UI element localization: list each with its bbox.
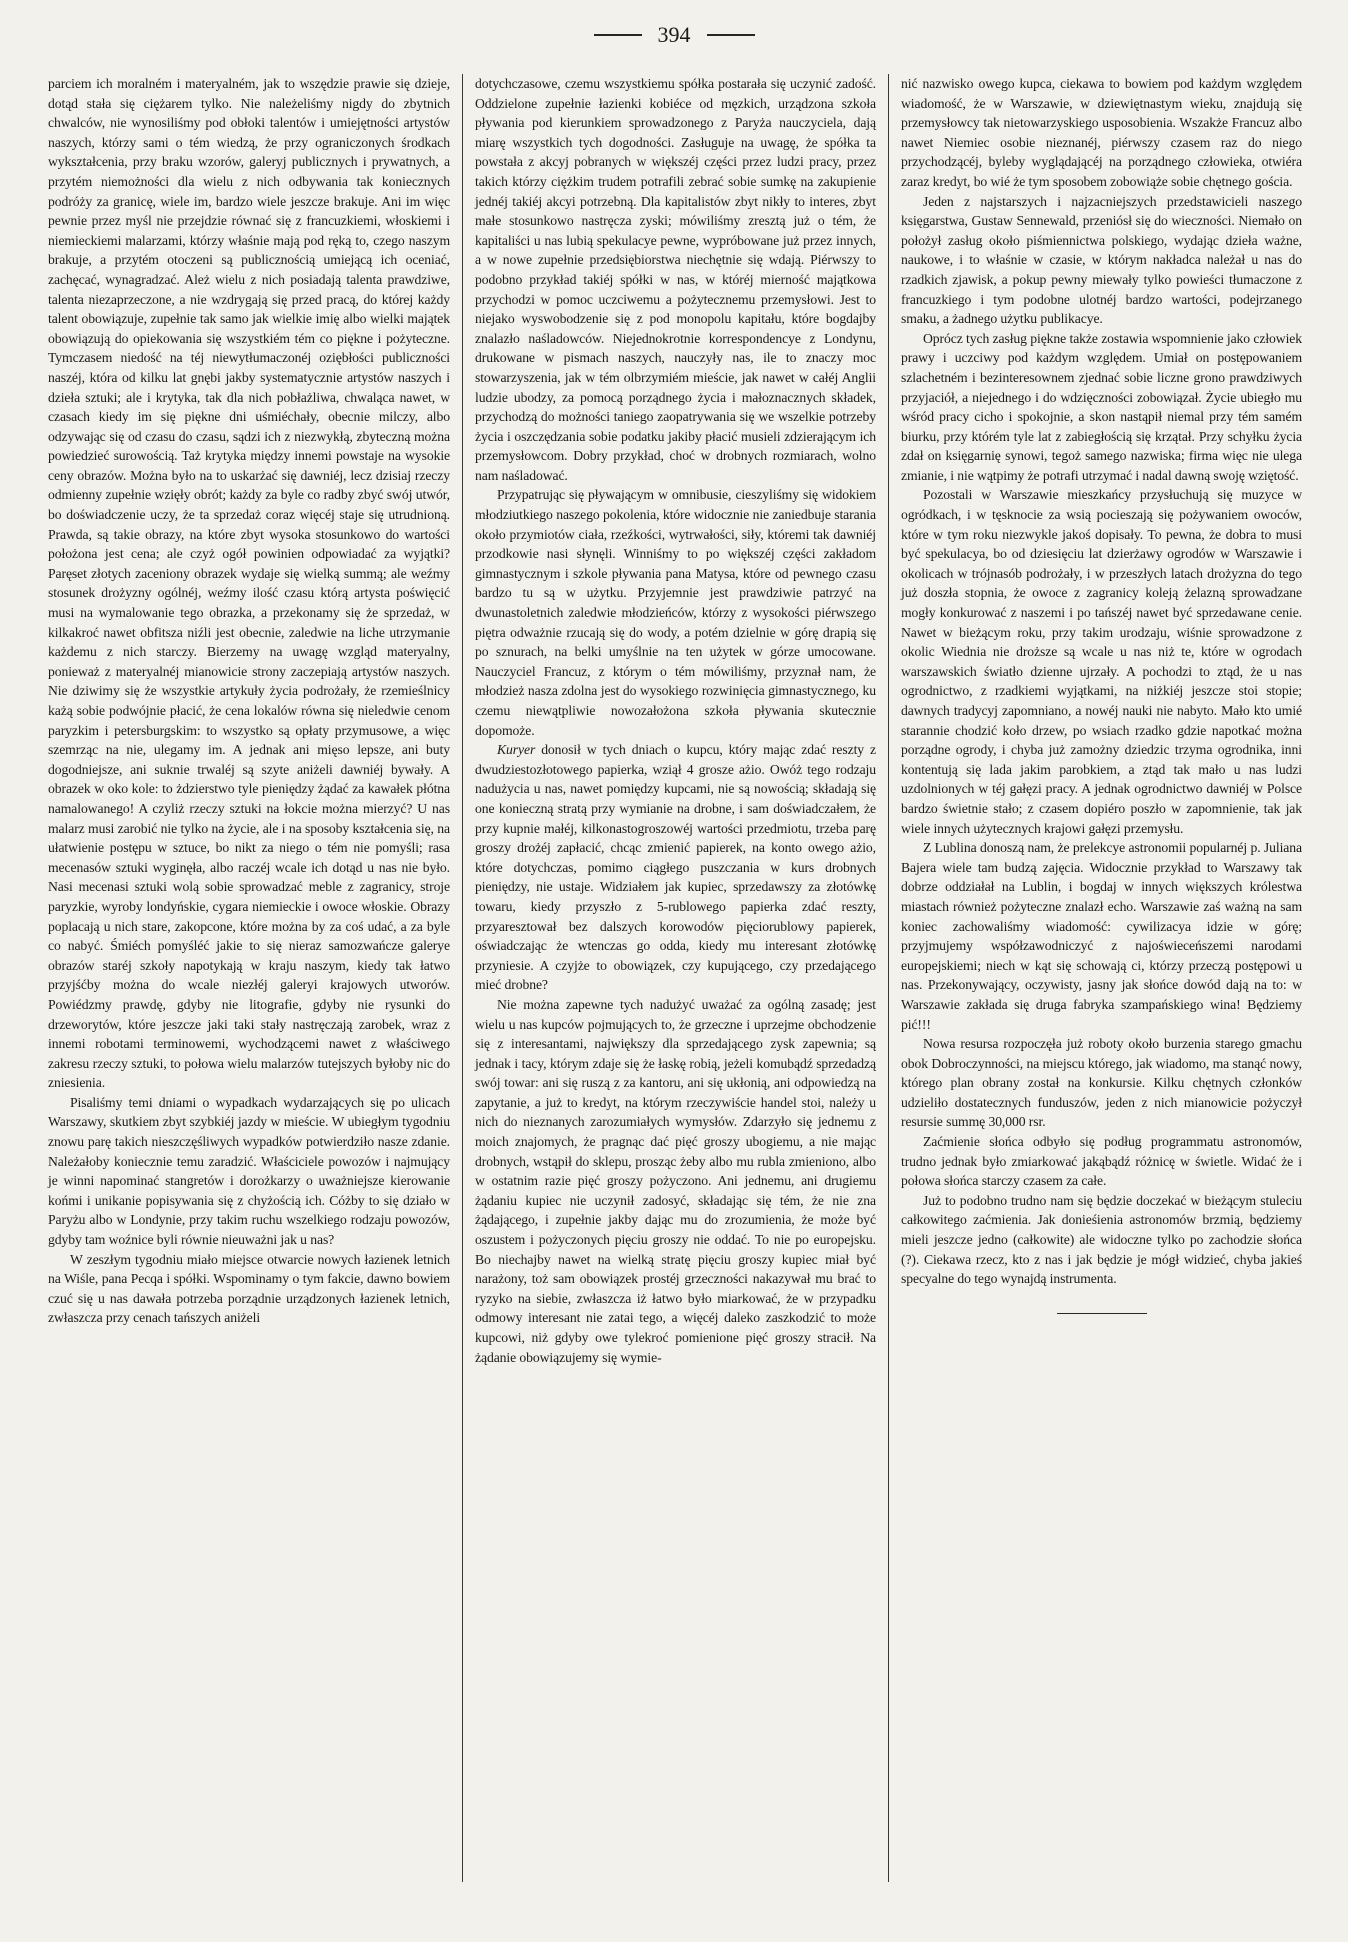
- paragraph-text: Oprócz tych zasług piękne także zostawia wspomnienie jako człowiek prawy i uczciwy pod każdym względem. Umiał on postępowaniem szlachetném i bezinteresownem zjednać sobie liczne grono prawdziwych przyjaciół, a niejednego i do wdzięczności zobowiązał. Życie ubiegło mu wśród pracy cicho i spokojnie, a skon nastąpił niemal przy tém samém biurku, przy którém tyle lat z zabiegłością się krzątał. Przy schyłku życia zdał on księgarnię synowi, tegoż samego nazwiska; firma więc nie ulega zmianie, i nie wątpimy że potrafi utrzymać i nadal dawną swoję wziętość.: [901, 330, 1302, 483]
- paragraph: [901, 838, 1302, 1034]
- end-rule: [1057, 1313, 1147, 1315]
- header-rule-right: [707, 34, 755, 36]
- newspaper-title-kuryer: Kuryer: [497, 742, 536, 758]
- paragraph-text: W zeszłym tygodniu miało miejsce otwarcie nowych łazienek letnich na Wiśle, pana Pecqa i spółki. Wspominamy o tym fakcie, dawno bowiem czuć się u nas dawała potrzeba porządnie urządzonych łazienek letnich, zwłaszcza przy cenach tańszych aniżeli: [48, 1251, 450, 1326]
- paragraph: [475, 740, 876, 995]
- paragraph-text: Przypatrując się pływającym w omnibusie, cieszyliśmy się widokiem młodziutkiego naszego pokolenia, które widocznie nie zaniedbuje starania około przymiotów ciała, rzeźkości, wytrwałości, siły, któremi tak dawniéj przodkowie nasi słynęli. Winniśmy to po większéj części zakładom gimnastycznym i szkole pływania pana Matysa, które od pewnego czasu bardzo tu są w użytku. Przyjemnie jest prawdziwie patrzyć na dwunastoletnich zaledwie młodzieńców, którzy z wysokości piérwszego piętra odważnie rzucają się do wody, a potém dzielnie w górę drapią się po sznurach, na belki umyślnie na ten użytek w górze umocowane. Nauczyciel Francuz, z którym o tém mówiliśmy, przyznał nam, że młodzież nasza zdolna jest do wysokiego rozwinięcia gimnastycznego, ku czemu niewątpliwie nowozałożona szkoła pływania skutecznie dopomoże.: [475, 487, 876, 738]
- paragraph: [901, 1034, 1302, 1132]
- paragraph: [901, 1191, 1302, 1289]
- header-rule-left: [594, 34, 642, 36]
- paragraph: [901, 1132, 1302, 1191]
- paragraph-text: Pisaliśmy temi dniami o wypadkach wydarzających się po ulicach Warszawy, skutkiem zbyt szybkiéj jazdy w mieście. W ubiegłym tygodniu znowu parę takich nieszczęśliwych wypadków potwierdziło nasze zdanie. Należałoby koniecznie temu zaradzić. Właściciele powozów i najmujący je winni napominać stangretów i dorożkarzy o uważniejsze kierowanie końmi i unikanie popisywania się z chyżością ich. Cóżby to się działo w Paryżu albo w Londynie, przy takim ruchu wszelkiego rodzaju powozów, gdyby tam woźnice byli równie nieuważni jak u nas?: [48, 1094, 450, 1248]
- paragraph: [48, 74, 450, 1093]
- paragraph-text: nić nazwisko owego kupca, ciekawa to bowiem pod każdym względem wiadomość, że w Warszawie, w dziewiętnastym wieku, znajdują się przemysłowcy tak nietowarzyskiego usposobienia. Wszakże Francuz albo nawet Niemiec osobie nieznanéj, piérwszy czasem raz do niego przychodzącéj, byleby wyglądającéj na porządnego człowieka, otwiéra zaraz kredyt, bo wié że tym sposobem zobowiąże sobie chętnego gościa.: [901, 76, 1302, 189]
- column-3: [888, 74, 1314, 1882]
- paragraph-text: dotychczasowe, czemu wszystkiemu spółka postarała się uczynić zadość. Oddzielone zupełnie łazienki kobiéce od męzkich, urządzona szkoła pływania pod kierunkiem sprowadzonego z Paryża nauczyciela, dają miarę wszystkich tych dogodności. Zasługuje na uwagę, że spółka ta powstała z akcyj pobranych w większéj części przez ludzi pracy, przez takich którzy ciężkim trudem potrafili zebrać sobie sumkę na zakupienie jednéj takiéj akcyi potrzebną. Dla kapitalistów zbyt nikły to interes, zbyt małe stosunkowo nastręcza zyski; mówiliśmy zresztą już o tém, że kapitaliści u nas lubią spekulacye pewne, wypróbowane już przez innych, a w nowe zupełnie przedsiębiorstwa niechętnie się wdają. Piérwszy to podobno przykład takiéj spółki w nas, w któréj mierność majątkowa przychodzi w pomoc uczciwemu a pożytecznemu przemysłowi. Jest to niejako wyswobodzenie się z pod monopolu kapitału, które bogdajby znalazło naśladowców. Niejednokrotnie korrespondencye z Londynu, drukowane w pismach naszych, nauczyły nas, ile to znaczy moc stowarzyszenia, jak w tém olbrzymiém mieście, jak nawet w całéj Anglii ludzie ubodzy, za pomocą porządnego życia i małoznacznych składek, przychodzą do możności taniego zaopatrywania się we wszelkie potrzeby życia i oszczędzania sobie podatku jakiby płacić musieli zdzierającym ich przemysłowcom. Dobry przykład, choć w drobnych rozmiarach, wolno nam naśladować.: [475, 76, 876, 483]
- paragraph-text: Nowa resursa rozpoczęła już roboty około burzenia starego gmachu obok Dobroczynności, na miejscu którego, jak wiadomo, ma stanąć nowy, którego plan obrany został na konkursie. Kilku chętnych członków udzieliło dostatecznych funduszów, jeden z nich mianowicie pożyczył resursie summę 30,000 rsr.: [901, 1036, 1302, 1130]
- page-number: 394: [657, 22, 691, 47]
- paragraph-text: Już to podobno trudno nam się będzie doczekać w bieżącym stuleciu całkowitego zaćmienia. Jak donieśienia astronomów brzmią, będziemy mieli jeszcze jedno (całkowite) ale widoczne tylko po zachodzie słońca (?). Ciekawa rzecz, kto z nas i jak będzie je mógł widzieć, chyba jakieś specyalne do tego wynajdą instrumenta.: [901, 1192, 1302, 1287]
- paragraph-text: parciem ich moralném i materyalném, jak to wszędzie prawie się dzieje, dotąd stała się ciężarem tylko. Nie należeliśmy nigdy do zbytnich chwalców, nie wynosiliśmy pod obłoki talentów i umiejętności artystów naszych, którzy sami o tém wiedzą, że przy ograniczonych środkach wykształcenia, przy braku wzorów, galeryj publicznych i prywatnych, a przytém niemożności dla wielu z nich odbywania tak koniecznych podróży za granicę, wiele im, bardzo wiele jeszcze brakuje. Ani im więc pewnie przez myśl nie przejdzie równać się z francuzkiemi, włoskiemi i niemieckiemi malarzami, którzy właśnie mają pod ręką to, czego naszym brakuje, a przytém otoczeni są publicznością umiejącą ich oceniać, zachęcać, wynagradzać. Ależ wielu z nich posiadają talenta prawdziwe, talenta niezaprzeczone, a nie wzdrygają się przed pracą, do której każdy talent obowiązuje, zupełnie tak samo jak wielkie imię albo wielki majątek obowiązują do opiekowania się wszystkiém tém co piękne i pożyteczne. Tymczasem niedość na téj niewytłumaczonéj oziębłości publiczności naszéj, która od kilku lat gnębi jakby systematycznie artystów naszych i dzieła sztuki; ale i krytyka, tak dla nich pobłażliwa, chwaląca nawet, w czasach kiedy im się piękne dni uśmiéchały, obecnie milczy, albo odzywając się od czasu do czasu, sądzi ich z niezwykłą, zbyteczną można powiedzieć surowością. Taż krytyka między innemi powstaje na wysokie ceny obrazów. Można było na to uskarżać się dawniéj, lecz dzisiaj rzeczy odmienny zupełnie wzięły obrót; każdy za byle co radby zbyć swój utwór, bo doświadczenie uczy, że ta sprzedaż coraz więcéj staje się utrudnioną. Prawda, są takie obrazy, na które zbyt wysoka stosunkowo do wartości położona jest cena; ale czyż ogół powinien odpowiadać za wyjątki? Paręset złotych zaceniony obrazek wydaje się wielką summą; ale weźmy stosunek drożyzny ogólnéj, weźmy ilość czasu którą artysta poświęcić musi na wymalowanie tego obrazka, a przekonamy się że sprzedaż, w kilkakroć nawet obfitsza niźli jest obecnie, zaledwie na liche utrzymanie każdemu z nich starczy. Bierzemy na uwagę wzgląd materyalny, ponieważ z materyalnéj mianowicie strony zaczepiają artystów naszych. Nie dziwimy się że wszystkie artykuły życia podrożały, że rzemieślnicy każą sobie podwójnie płacić, że cena lokalów równa się nieledwie cenom paryzkim i petersburgskim: to wszystko są opłaty przymusowe, a więc szemrząc na nie, ulegamy im. A jednak ani mięso lepsze, ani buty dogodniejsze, ani suknie trwaléj są szyte aniżeli dawniéj bywały. A obrazek w oko kole: to żdzierstwo tyle pieniędzy żądać za kawałek płótna namalowanego! A czyliż rzeczy sztuki na łokcie można mierzyć? U nas malarz musi zarobić nie tylko na życie, ale i na sposoby kształcenia się, na ułatwienie postępu w sztuce, bo nikt za niego o tém nie pomyśli; rasa mecenasów sztuki wyginęła, albo raczéj wcale ich dotąd u nas nie było. Nasi mecenasi sztuki wolą sobie sprowadzać meble z zagranicy, stroje paryzkie, wyroby londyńskie, cygara niemieckie i owoce włoskie. Obrazy poplacają u nich stare, zakopcone, które można by za coś udać, a za byle co nabyć. Śmiéch pomyśléć jakie to się nieraz samozwańcze galerye obrazów staréj szkoły napotykają w kraju naszym, kiedy tak łatwo przyjśćby można do wcale niezłéj galeryi krajowych utworów. Powiédzmy prawdę, gdyby nie litografie, gdyby nie rysunki do drzeworytów, które jeszcze jaki taki stały nastręczają zarobek, wraz z innemi robotami terminowemi, wychodzącemi nawet z właściwego zakresu rzeczy sztuki, to połowa wielu malarzów tutejszych byłoby nic do zniesienia.: [48, 76, 450, 1091]
- paragraph: [48, 1093, 450, 1250]
- paragraph-text: Z Lublina donoszą nam, że prelekcye astronomii popularnéj p. Juliana Bajera wiele tam budzą zajęcia. Widocznie przykład to Warszawy tak dobrze oddziałał na Lublin, i bogdaj w innych większych królestwa miastach również pożyteczne znalazł echo. Warszawie zaś ważną na sam koniec zachowaliśmy wiadomość: cywilizacya idzie w górę; przyjmujemy współzawodniczyć z najoświeceńszemi narodami europejskiemi; niech w kąt się schowają ci, którzy przeczą postępowi u nas. Przekonywający, oczywisty, jasny jak słońce dowód dają na to: w Warszawie zakłada się druga fabryka szampańskiego wina! Będziemy pić!!!: [901, 840, 1302, 1032]
- paragraph-text: Zaćmienie słońca odbyło się podług programmatu astronomów, trudno jednak było zmiarkować jakąbądź różnicę w świetle. Widać że i połowa słońca starczy czasem za całe.: [901, 1134, 1302, 1189]
- paragraph-text: Nie można zapewne tych nadużyć uważać za ogólną zasadę; jest wielu u nas kupców pojmujących to, że grzeczne i uprzejme obchodzenie się z interesantami, największy dla sprzedającego zysk zapewnia; są jednak i tacy, którym zdaje się że łaskę robią, jeżeli komubądź sprzedadzą swój towar: ani się ruszą z za kantoru, ani się ukłonią, ani odpowiedzą na zapytanie, a już to kredyt, na którym rzeczywiście handel stoi, należy u nich do nieznanych zarozumiałych wymysłów. Zdarzyło się jednemu z moich znajomych, że pragnąc dać pięć groszy ubogiemu, a nie mając drobnych, wstąpił do sklepu, prosząc żeby albo mu rubla zmieniono, albo w ostatnim razie pięć groszy pożyczono. Ani jednemu, ani drugiemu żądaniu kupiec nie uczynił zadosyć, składając się tém, że nie zna żądającego, i zupełnie jakby dając mu do zrozumienia, że może być oszustem i pożyczonych pięciu groszy nie oddać. To nie po europejsku. Bo niechajby nawet na wielką stratę pięciu groszy kupiec miał być narażony, toż sam obowiązek prostéj grzeczności nakazywał mu brać to ryzyko na siebie, zwłaszcza iż łatwo było miarkować, że w przypadku odmowy interesant nie zatai tego, a więcéj daleko zaszkodzić to może kupcowi, niż gdyby owe tylekroć pomienione pięć groszy stracił. Na żądanie obowiązujemy się wymie-: [475, 996, 876, 1365]
- page-header: [0, 22, 1348, 48]
- paragraph: [901, 74, 1302, 192]
- paragraph: [475, 485, 876, 740]
- paragraph: [48, 1250, 450, 1328]
- paragraph-text: Pozostali w Warszawie mieszkańcy przysłuchują się muzyce w ogródkach, i w tęsknocie za wsią pocieszają się pożywaniem owoców, które w tym roku niezwykle jakoś dopisały. To pewna, że dobra to musi być spekulacya, bo od dziesięciu lat dzierżawy ogrodów w Warszawie i okolicach w trójnasób podrożały, i w przeszłych latach drożyzna do tego już doszła stopnia, że owoce z zagranicy koleją żelazną sprowadzane mogły konkurować z naszemi i po tańszéj nawet być sprzedawane cenie. Nawet w bieżącym roku, przy takim urodzaju, wiśnie sprowadzone z okolic Wiednia nie droższe są wcale u nas niż te, które w ogrodach warszawskich światło dzienne ujrzały. A pochodzi to ztąd, że u nas ogrodnictwo, z rzadkiemi wyjątkami, na niżkiéj jeszcze stoi stopie; dawnych tradycyj zapomniano, a nowéj nauki nie nabyto. Mało kto umié starannie chodzić koło drzew, po wsiach rzadko gdzie napotkać można porządne ogrody, i chyba już zamożny dziedzic trzyma ogrodnika, inni kontentują się lada jakim parobkiem, a ztąd tak mało u nas ludzi uzdolnionych w téj gałęzi pracy. A jednak ogrodnictwo dawniéj w Polsce bardzo świetnie stało; z czasem dopiéro poszło w zapomnienie, tak jak wiele innych użytecznych krajowi gałęzi przemysłu.: [901, 487, 1302, 836]
- paragraph-text: donosił w tych dniach o kupcu, który mając zdać reszty z dwudziestozłotowego papierka, wziął 4 grosze ażio. Owóż tego rodzaju nadużycia u nas, nawet pomiędzy kupcami, nie są nowością; składają się one konieczną stratą przy wymianie na drobne, i sam doświadczałem, że przy kupnie małéj, kilkonastogroszowéj wartości przedmiotu, trzeba parę groszy drożéj zapłacić, chcąc zmienić papierek, na konto owego ażio, które dotychczas, pomimo ciągłego puszczania w kurs drobnych pieniędzy, nie ustaje. Widziałem jak kupiec, sprzedawszy za złotówkę towaru, kiedy przyszło z 5-rublowego papierka zdać reszty, przyaresztował bez dalszych korowodów pięciorublowy papierek, oświadczając że wtenczas go odda, kiedy mu interesant złotówkę przyniesie. A czyjże to obowiązek, czy kupującego, czy przedającego mieć drobne?: [475, 742, 876, 993]
- column-2: [462, 74, 888, 1882]
- paragraph-text: Jeden z najstarszych i najzacniejszych przedstawicieli naszego księgarstwa, Gustaw Sennewald, przeniósł się do wieczności. Niemało on położył zasług około piśmiennictwa polskiego, wydając dzieła ważne, naukowe, i to właśnie w czasie, w którym nakładca należał u nas do rzadkich zjawisk, a pokup pewny miewały tylko powieści tłumaczone z francuzkiego i tym podobne ulotnéj bardzo wartości, podejrzanego smaku, a żadnego użytku publikacye.: [901, 193, 1302, 327]
- paragraph: [475, 74, 876, 485]
- article-columns: [36, 74, 1314, 1882]
- paragraph: [475, 995, 876, 1367]
- paragraph: [901, 329, 1302, 486]
- paragraph: [901, 192, 1302, 329]
- paragraph: [901, 485, 1302, 838]
- column-1: [36, 74, 462, 1882]
